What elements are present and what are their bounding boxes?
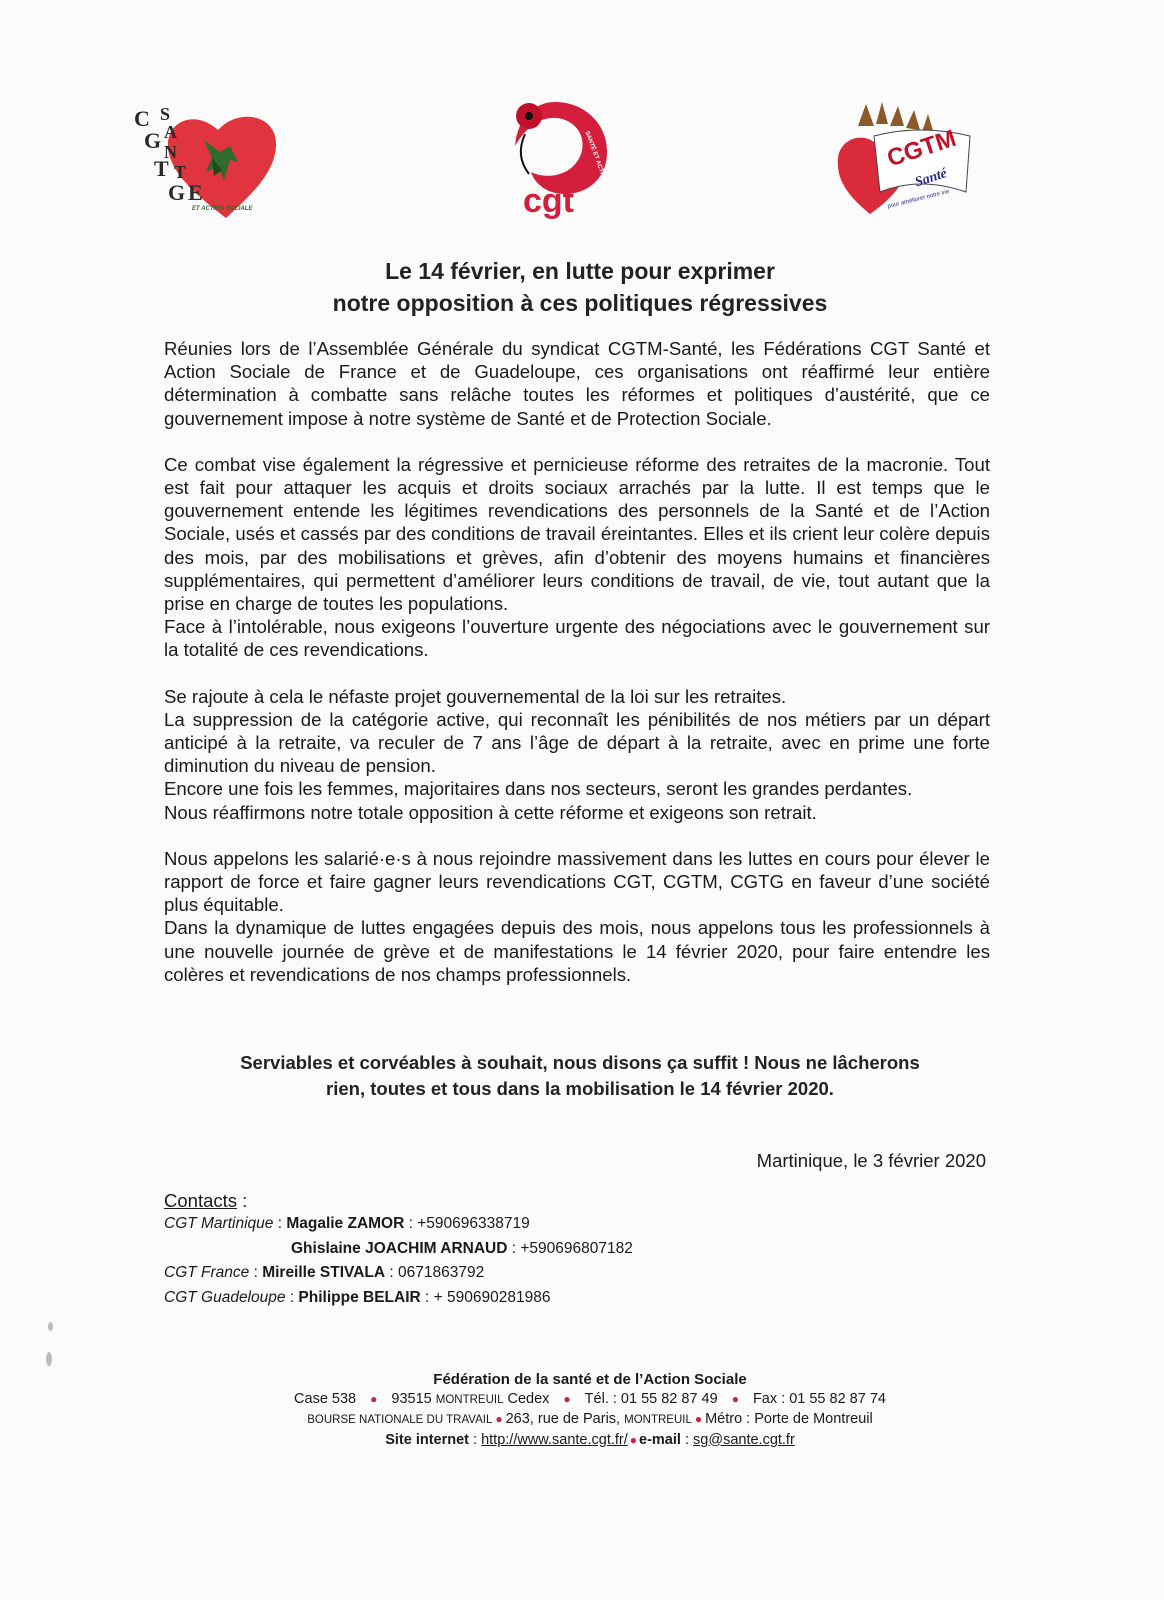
logo-tagline: pour améliorer notre vie	[887, 188, 950, 211]
contact-entry: Ghislaine JOACHIM ARNAUD : +590696807182	[291, 1239, 633, 1257]
footer-bourse-line	[190, 1410, 990, 1431]
contact-name: Ghislaine JOACHIM ARNAUD	[291, 1239, 508, 1257]
document-title	[160, 255, 1000, 319]
federation-name: Fédération de la santé et de l’Action Sociale	[433, 1371, 747, 1388]
body-paragraph: Réunies lors de l’Assemblée Générale du syndicat CGTM-Santé, les Fédérations CGT Santé et Action Sociale de France et de Guadeloupe, ces organisations ont réaffirmé leur entière détermination à combatte sans relâche toutes les réformes et politiques d’austérité, que ce gouvernement impose à notre système de Santé et de Protection Sociale.	[164, 338, 990, 429]
footer-case: Case 538	[294, 1390, 357, 1407]
footer-web-line: Site internet : http://www.sante.cgt.fr/ ● e-mail : sg@sante.cgt.fr	[385, 1431, 795, 1448]
footer-city: MONTREUIL	[435, 1393, 504, 1406]
bullet-icon: ●	[370, 1391, 378, 1406]
letterhead-footer	[190, 1370, 990, 1450]
email-link[interactable]: sg@sante.cgt.fr	[693, 1431, 795, 1448]
title-line: Le 14 février, en lutte pour exprimer	[385, 258, 775, 284]
contact-org: CGT France	[164, 1264, 250, 1281]
footer-cedex: Cedex	[507, 1390, 550, 1407]
cgt-logo	[495, 94, 615, 224]
footer-address-city: MONTREUIL	[624, 1414, 692, 1426]
footer-postal: 93515	[391, 1390, 432, 1407]
cgt-sante-logo	[126, 100, 288, 225]
contact-name: Philippe BELAIR	[298, 1288, 421, 1306]
footer-bourse: BOURSE NATIONALE DU TRAVAIL	[307, 1414, 493, 1426]
title-line: notre opposition à ces politiques régressives	[332, 290, 828, 316]
contact-name: Magalie ZAMOR	[286, 1215, 405, 1232]
footer-tel: Tél. : 01 55 82 87 49	[584, 1390, 718, 1407]
contacts-heading: Contacts	[164, 1190, 238, 1211]
contact-name: Mireille STIVALA	[262, 1264, 386, 1281]
contact-org: CGT Martinique	[164, 1215, 274, 1232]
contact-phone: +590696338719	[417, 1215, 530, 1232]
contact-entry: CGT Guadeloupe : Philippe BELAIR : + 590690281986	[164, 1288, 551, 1306]
footer-metro: Métro : Porte de Montreuil	[705, 1411, 873, 1427]
logo-letter: C	[134, 106, 150, 131]
logo-letter: T	[154, 156, 169, 181]
body-paragraph: La suppression de la catégorie active, qui reconnaît les pénibilités de nos métiers par un départ anticipé à la retraite, va reculer de 7 ans l’âge de départ à la retraite, avec en prime une forte diminution du niveau de pension.	[164, 708, 990, 777]
logo-letter: A	[164, 122, 177, 142]
logo-letter: G	[144, 128, 162, 153]
contacts-block	[164, 1190, 633, 1310]
bullet-icon: ●	[731, 1391, 739, 1406]
logo-letter: T	[174, 162, 187, 182]
bullet-icon: ●	[629, 1432, 638, 1447]
logo-brand: cgt	[523, 182, 574, 220]
body-paragraph: Nous réaffirmons notre totale opposition à cette réforme et exigeons son retrait.	[164, 801, 817, 823]
logo-letter: E	[188, 180, 203, 205]
document-body	[164, 337, 990, 986]
footer-address-line	[190, 1390, 990, 1411]
body-paragraph: Ce combat vise également la régressive et pernicieuse réforme des retraites de la macronie. Tout est fait pour attaquer les acquis et droits sociaux arrachés par la lutte. Il est temps que le gouvernement entende les légitimes revendications des personnels de la Santé et de l’Action Sociale, usés et cassés par des conditions de travail éreintantes. Elles et ils crient leur colère depuis des mois, par des mobilisations et grèves, afin d’obtenir des moyens humains et financières supplémentaires, qui permettent d’améliorer leurs conditions de travail, de vie, tout autant que la prise en charge de toutes les populations.	[164, 453, 990, 615]
bullet-icon: ●	[694, 1412, 703, 1426]
logo-letter: G	[168, 180, 186, 205]
body-paragraph: Dans la dynamique de luttes engagées depuis des mois, nous appelons tous les professionnels à une nouvelle journée de grève et de manifestations le 14 février 2020, pour faire entendre les colères et revendications de nos champs professionnels.	[164, 917, 990, 985]
closing-line: Serviables et corvéables à souhait, nous disons ça suffit ! Nous ne lâcherons	[240, 1052, 920, 1073]
body-paragraph: Face à l’intolérable, nous exigeons l’ouverture urgente des négociations avec le gouvernement sur la totalité de ces revendications.	[164, 616, 990, 661]
contacts-heading-suffix: :	[237, 1190, 248, 1211]
scan-speck	[46, 1352, 52, 1366]
bullet-icon: ●	[563, 1391, 571, 1406]
cgtm-sante-logo	[830, 96, 980, 226]
contact-entry: CGT France : Mireille STIVALA : 0671863792	[164, 1264, 485, 1281]
logo-caption: ET ACTION SOCIALE	[192, 206, 253, 212]
footer-street: 263, rue de Paris,	[505, 1411, 621, 1427]
logo-brand: CGTM	[883, 124, 960, 173]
contact-org: CGT Guadeloupe	[164, 1288, 286, 1306]
body-paragraph: Nous appelons les salarié·e·s à nous rejoindre massivement dans les luttes en cours pour élever le rapport de force et faire gagner leurs revendications CGT, CGTM, CGTG en faveur d’une société plus équitable.	[164, 847, 990, 916]
closing-statement	[160, 1050, 1000, 1102]
logo-arc-text: SANTÉ ET ACTION SOCIALE	[583, 130, 615, 210]
logo-sub: Santé	[913, 166, 949, 191]
contact-phone: 0671863792	[397, 1264, 485, 1281]
contact-phone: +590696807182	[520, 1239, 633, 1257]
bullet-icon: ●	[495, 1412, 503, 1426]
contact-phone: + 590690281986	[433, 1288, 551, 1306]
logo-letter: S	[160, 104, 171, 124]
logo-letter: N	[164, 142, 177, 162]
closing-line: rien, toutes et tous dans la mobilisation le 14 février 2020.	[326, 1078, 834, 1099]
contact-entry: CGT Martinique : Magalie ZAMOR : +590696338719	[164, 1215, 530, 1232]
place-date: Martinique, le 3 février 2020	[756, 1150, 986, 1171]
website-link[interactable]: http://www.sante.cgt.fr/	[481, 1431, 628, 1448]
email-label: e-mail	[639, 1431, 681, 1448]
scan-speck	[48, 1322, 53, 1331]
body-paragraph: Se rajoute à cela le néfaste projet gouvernemental de la loi sur les retraites.	[164, 685, 787, 707]
site-label: Site internet	[385, 1431, 469, 1448]
footer-fax: Fax : 01 55 82 87 74	[752, 1390, 886, 1407]
body-paragraph: Encore une fois les femmes, majoritaires dans nos secteurs, seront les grandes perdantes.	[164, 778, 913, 800]
